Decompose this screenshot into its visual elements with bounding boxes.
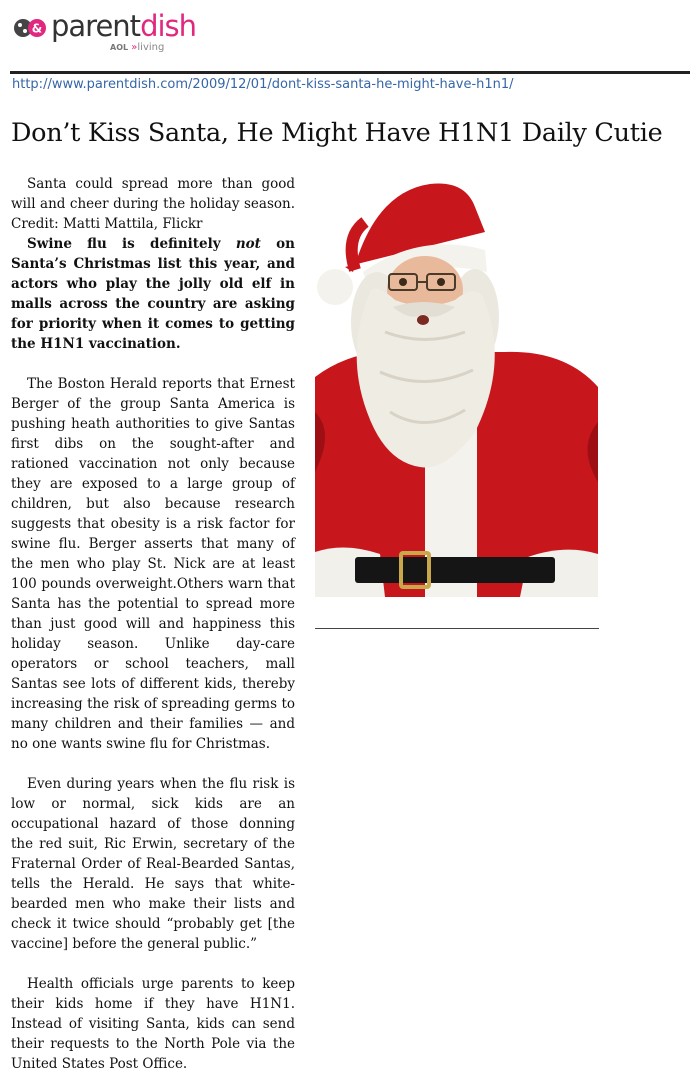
logo-badge-icon — [13, 14, 47, 42]
photo-divider — [315, 628, 599, 629]
lead-emphasis: not — [235, 236, 261, 252]
article-body — [11, 174, 295, 1074]
logo-wordmark — [51, 9, 196, 43]
article-title: Don’t Kiss Santa, He Might Have H1N1 Daily Cutie — [11, 118, 663, 148]
logo-badge-glyph: & — [31, 21, 43, 36]
site-logo[interactable] — [13, 9, 197, 59]
article-lead — [11, 234, 295, 354]
header-divider — [10, 71, 690, 74]
logo-word-part1: parent — [51, 9, 141, 43]
lead-text-start: Swine flu is definitely — [27, 236, 236, 252]
logo-sub-aol: AOL — [110, 43, 129, 52]
logo-subtitle — [110, 42, 164, 53]
paragraph-2: Even during years when the flu risk is low or normal, sick kids are an occupational hazard of those donning the red suit, Ric Erwin, secretary of the Fraternal Order of Real-Bearded Santas, tells the Herald. He says that white-bearded men who make their lists and check it twice should “probably get [the vaccine] before the general public.” — [11, 776, 295, 952]
photo-caption: Santa could spread more than good will and cheer during the holiday season. Credit: Matti Mattila, Flickr — [11, 176, 295, 232]
logo-word-part2: dish — [140, 9, 197, 43]
logo-sub-living: living — [137, 42, 165, 53]
paragraph-spacer — [11, 954, 295, 974]
paragraph-spacer — [11, 354, 295, 374]
article-url-link[interactable]: http://www.parentdish.com/2009/12/01/dont-kiss-santa-he-might-have-h1n1/ — [12, 77, 514, 92]
logo-sub-arrow-icon: » — [131, 42, 138, 53]
lead-text-end: on Santa’s Christmas list this year, and actors who play the jolly old elf in malls across the country are asking for priority when it comes to getting the H1N1 vaccination. — [11, 236, 295, 352]
paragraph-spacer — [11, 754, 295, 774]
santa-photo — [315, 172, 598, 597]
paragraph-1: The Boston Herald reports that Ernest Berger of the group Santa America is pushing heath authorities to give Santas first dibs on the sought-after and rationed vaccination not only because they are exposed to a large group of children, but also because research suggests that obesity is a risk factor for swine flu. Berger asserts that many of the men who play St. Nick are at least 100 pounds overweight.Others warn that Santa has the potential to spread more than just good will and happiness this holiday season. Unlike day-care operators or school teachers, mall Santas see lots of different kids, thereby increasing the risk of spreading germs to many children and their families — and no one wants swine flu for Christmas. — [11, 376, 295, 752]
paragraph-3: Health officials urge parents to keep their kids home if they have H1N1. Instead of visiting Santa, kids can send their requests to the North Pole via the United States Post Office. — [11, 976, 295, 1072]
